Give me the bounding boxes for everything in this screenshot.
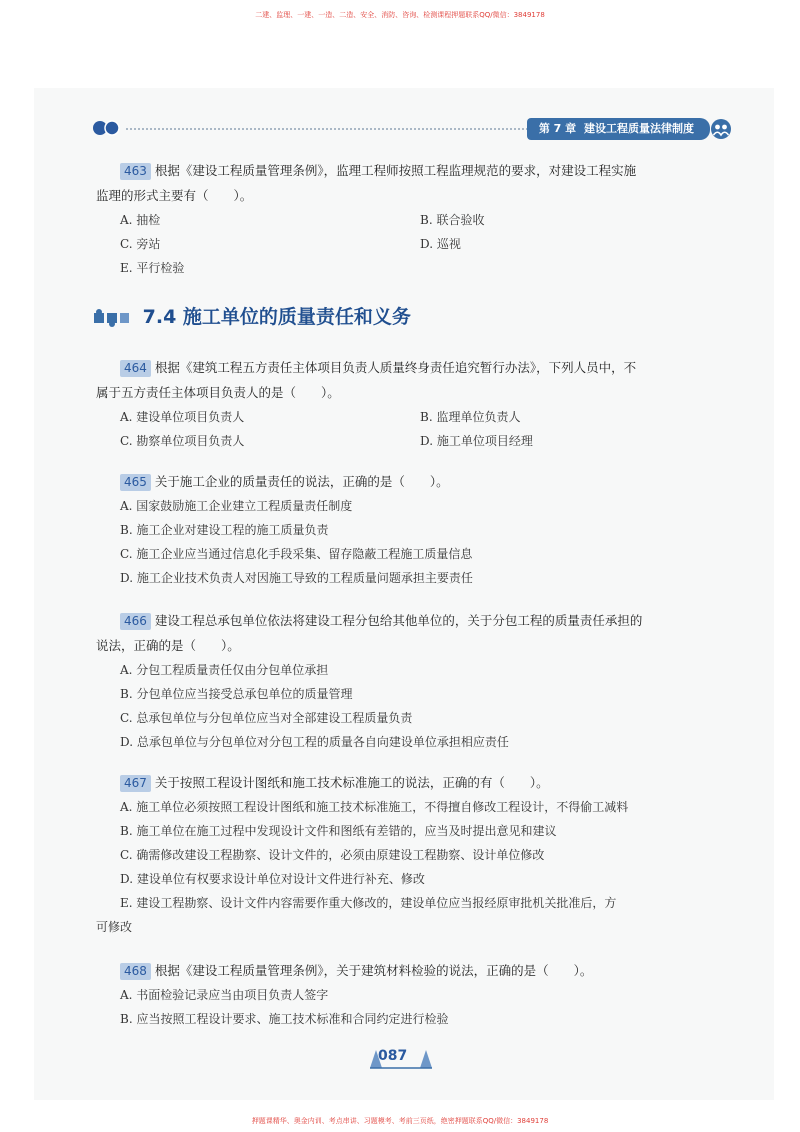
option: D. 总承包单位与分包单位对分包工程的质量各自向建设单位承担相应责任 [120, 735, 509, 749]
puzzle-icon [92, 307, 132, 329]
question-stem: 465 关于施工企业的质量责任的说法，正确的是（ ）。 [120, 469, 726, 494]
option: C. 确需修改建设工程勘察、设计文件的，必须由原建设工程勘察、设计单位修改 [120, 848, 545, 862]
question-stem-continued: 监理的形式主要有（ ）。 [96, 188, 253, 203]
question-stem: 463 根据《建设工程质量管理条例》，监理工程师按照工程监理规范的要求，对建设工程实施 [120, 158, 726, 183]
question-467 [96, 770, 726, 939]
question-number-badge: 465 [120, 474, 151, 491]
option: C. 勘察单位项目负责人 [120, 434, 245, 448]
option: B. 应当按照工程设计要求、施工技术标准和合同约定进行检验 [120, 1012, 449, 1026]
option: E. 建设工程勘察、设计文件内容需要作重大修改的，建设单位应当报经原审批机关批准后，方 [120, 896, 617, 910]
question-465 [120, 469, 726, 590]
option: B. 监理单位负责人 [420, 410, 521, 424]
option: B. 施工企业对建设工程的施工质量负责 [120, 523, 329, 537]
option: B. 联合验收 [420, 213, 485, 227]
option: A. 施工单位必须按照工程设计图纸和施工技术标准施工，不得擅自修改工程设计，不得偷工减料 [120, 800, 629, 814]
chapter-tab [527, 118, 710, 140]
question-468 [120, 958, 726, 1031]
chapter-title: 建设工程质量法律制度 [584, 122, 694, 135]
question-number-badge: 467 [120, 775, 151, 792]
question-463 [96, 158, 726, 280]
option: A. 国家鼓励施工企业建立工程质量责任制度 [120, 499, 353, 513]
option: C. 旁站 [120, 237, 161, 251]
page-number: 087 [378, 1048, 408, 1064]
question-466 [96, 608, 726, 754]
question-stem-continued: 说法，正确的是（ ）。 [96, 638, 240, 653]
question-number-badge: 466 [120, 613, 151, 630]
question-stem: 468 根据《建设工程质量管理条例》，关于建筑材料检验的说法，正确的是（ ）。 [120, 958, 726, 983]
option: D. 巡视 [420, 237, 461, 251]
option: B. 施工单位在施工过程中发现设计文件和图纸有差错的，应当及时提出意见和建议 [120, 824, 557, 838]
section-number: 7.4 [142, 306, 177, 328]
question-stem: 464 根据《建筑工程五方责任主体项目负责人质量终身责任追究暂行办法》，下列人员中，不 [120, 355, 726, 380]
question-stem-continued: 属于五方责任主体项目负责人的是（ ）。 [96, 385, 340, 400]
option: C. 施工企业应当通过信息化手段采集、留存隐蔽工程施工质量信息 [120, 547, 473, 561]
section-title: 施工单位的质量责任和义务 [182, 306, 411, 328]
page-header [92, 118, 732, 140]
options [120, 208, 726, 280]
option: A. 抽检 [120, 213, 161, 227]
options [120, 405, 726, 453]
option: A. 书面检验记录应当由项目负责人签字 [120, 988, 329, 1002]
top-banner: 二建、监理、一建、一造、二造、安全、消防、咨询、检测课程押题联系QQ/微信：3849178 [255, 11, 545, 19]
question-stem: 466 建设工程总承包单位依法将建设工程分包给其他单位的，关于分包工程的质量责任承担的 [120, 608, 726, 633]
bottom-banner: 押题课精华、奥金内训、考点串讲、习题模考、考前三页纸，绝密押题联系QQ/微信：3849178 [251, 1117, 549, 1125]
chapter-number: 第 7 章 [538, 122, 577, 135]
question-number-badge: 463 [120, 163, 151, 180]
option: D. 施工企业技术负责人对因施工导致的工程质量问题承担主要责任 [120, 571, 473, 585]
option: E. 平行检验 [120, 261, 185, 275]
header-dotted-rule [126, 128, 532, 130]
option: A. 建设单位项目负责人 [120, 410, 245, 424]
option: D. 施工单位项目经理 [420, 434, 533, 448]
page-number-badge [370, 1046, 432, 1070]
people-icon [710, 118, 732, 140]
question-number-badge: 464 [120, 360, 151, 377]
option-continued: 可修改 [96, 920, 133, 934]
option: B. 分包单位应当接受总承包单位的质量管理 [120, 687, 353, 701]
option: A. 分包工程质量责任仅由分包单位承担 [120, 663, 329, 677]
question-464 [96, 355, 726, 453]
decorative-dots-icon [92, 118, 126, 138]
question-number-badge: 468 [120, 963, 151, 980]
option: D. 建设单位有权要求设计单位对设计文件进行补充、修改 [120, 872, 425, 886]
option: C. 总承包单位与分包单位应当对全部建设工程质量负责 [120, 711, 413, 725]
section-heading [92, 302, 411, 332]
question-stem: 467 关于按照工程设计图纸和施工技术标准施工的说法，正确的有（ ）。 [120, 770, 726, 795]
